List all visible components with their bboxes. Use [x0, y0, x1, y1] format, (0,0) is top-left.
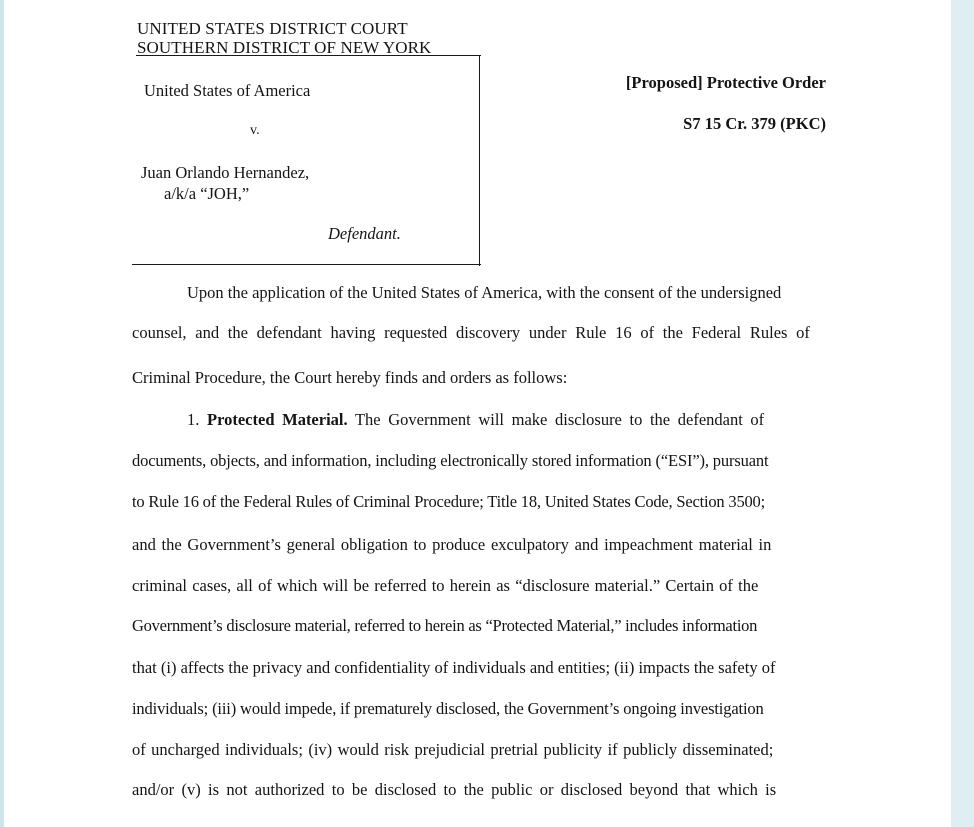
section-1-first-line-text: The Government will make disclosure to the defendant of — [354, 410, 765, 429]
section-1-line-10: and/or (v) is not authorized to be disclosed to the public or disclosed beyond that which is — [132, 780, 777, 799]
caption-defendant-alias: a/k/a “JOH,” — [164, 184, 250, 203]
court-name-line-1: UNITED STATES DISTRICT COURT — [137, 19, 408, 38]
caption-defendant-name: Juan Orlando Hernandez, — [141, 163, 310, 182]
court-name-line-2: SOUTHERN DISTRICT OF NEW YORK — [137, 38, 432, 57]
section-1-line-2: documents, objects, and information, including electronically stored information (“ESI”), pursuant — [132, 451, 769, 470]
intro-line-1: Upon the application of the United States of America, with the consent of the undersigned — [187, 283, 782, 302]
intro-line-3: Criminal Procedure, the Court hereby finds and orders as follows: — [132, 368, 568, 387]
document-page — [4, 0, 951, 827]
section-1-line-9: of uncharged individuals; (iv) would risk prejudicial pretrial publicity if publicly disseminated; — [132, 740, 774, 759]
viewer-right-edge — [951, 0, 974, 827]
caption-defendant-label: Defendant. — [328, 224, 401, 243]
section-1-line-6: Government’s disclosure material, referred to herein as “Protected Material,” includes information — [132, 616, 758, 635]
section-1-number: 1. — [187, 410, 200, 429]
section-1-line-4: and the Government’s general obligation to produce exculpatory and impeachment material in — [132, 535, 772, 554]
caption-versus: v. — [250, 123, 260, 138]
section-1-line-7: that (i) affects the privacy and confidentiality of individuals and entities; (ii) impacts the safety of — [132, 658, 776, 677]
intro-line-2: counsel, and the defendant having requested discovery under Rule 16 of the Federal Rules of — [132, 323, 810, 342]
section-1-line-5: criminal cases, all of which will be referred to herein as “disclosure material.” Certain of the — [132, 576, 759, 595]
caption-box-right-rule — [479, 55, 480, 266]
section-1-first-line — [187, 412, 764, 429]
order-title: [Proposed] Protective Order — [625, 73, 826, 92]
section-1-line-8: individuals; (iii) would impede, if prematurely disclosed, the Government’s ongoing investigation — [132, 699, 764, 718]
caption-box-top-rule — [136, 55, 481, 56]
case-number: S7 15 Cr. 379 (PKC) — [683, 114, 826, 133]
section-1-line-3: to Rule 16 of the Federal Rules of Criminal Procedure; Title 18, United States Code, Section 3500; — [132, 492, 765, 511]
caption-plaintiff: United States of America — [144, 81, 311, 100]
section-1-heading: Protected Material. — [207, 410, 348, 429]
caption-box-bottom-rule — [132, 264, 481, 265]
